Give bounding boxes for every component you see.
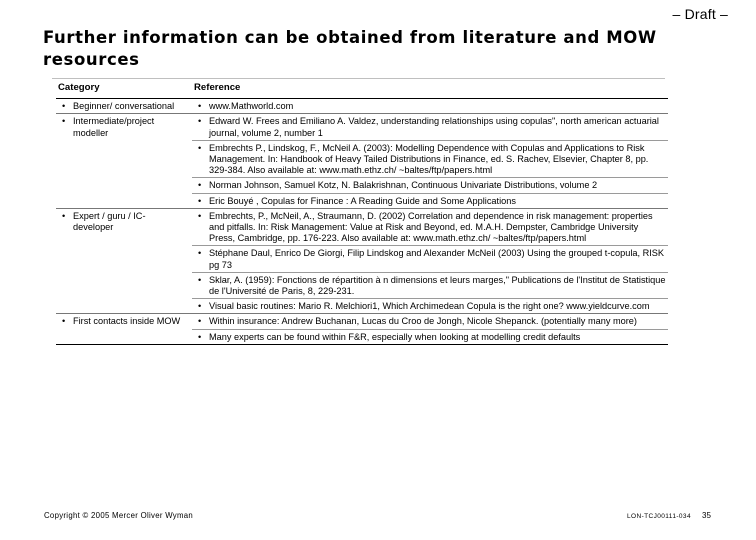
document-code: LON-TCJ00111-034	[627, 513, 691, 520]
reference-text: Embrechts P., Lindskog, F., McNeil A. (2003): Modelling Dependence with Copulas and Applications to Risk Management. In: Handbook of Heavy Tailed Distributions in Finance, ed. S. Rachev, Elsevier, Chapter 8, pp. 329-384. Also available at: www.math.ethz.ch/ ~baltes/ftp/papers.html	[209, 142, 649, 176]
category-cell	[56, 114, 192, 208]
reference-cell	[192, 114, 668, 140]
page-title: Further information can be obtained from literature and MOW resources	[43, 28, 657, 69]
reference-text: Many experts can be found within F&R, especially when looking at modelling credit defaults	[209, 331, 581, 342]
page-number: 35	[702, 511, 711, 520]
reference-cell	[192, 140, 668, 178]
category-header: Category	[56, 82, 192, 99]
draft-label: – Draft –	[672, 6, 728, 22]
reference-text: Visual basic routines: Mario R. Melchiori1, Which Archimedean Copula is the right one? www.yieldcurve.com	[209, 301, 650, 312]
category-label: Expert / guru / IC-developer	[73, 210, 146, 233]
table-row	[56, 99, 668, 114]
copyright-notice: Copyright © 2005 Mercer Oliver Wyman	[44, 511, 194, 520]
category-label: First contacts inside MOW	[73, 316, 181, 327]
reference-header: Reference	[192, 82, 668, 99]
bullet-icon: •	[198, 248, 202, 259]
reference-text: www.Mathworld.com	[209, 101, 294, 112]
bullet-icon: •	[198, 274, 202, 285]
bullet-icon: •	[198, 180, 202, 191]
bullet-icon: •	[198, 210, 202, 221]
bullet-icon: •	[198, 331, 202, 342]
reference-text: Sklar, A. (1959): Fonctions de répartition à n dimensions et leurs marges," Publications de l'Institut de Statistique de l'Université de Paris, 8, 229-231.	[209, 274, 666, 297]
table-row	[56, 114, 668, 140]
reference-cell	[192, 246, 668, 272]
bullet-icon: •	[62, 116, 66, 127]
bullet-icon: •	[198, 116, 202, 127]
reference-cell	[192, 272, 668, 298]
reference-table	[56, 82, 668, 345]
category-label: Intermediate/project modeller	[73, 116, 155, 138]
reference-cell	[192, 299, 668, 314]
reference-text: Embrechts, P., McNeil, A., Straumann, D. (2002) Correlation and dependence in risk management: properties and pitfalls. In: Risk Management: Value at Risk and Beyond, ed. M.A.H. Dempster, Cambridge University Press, Cambridge, pp. 176-223. Also available at: www.math.ethz.ch/ ~baltes/ftp/papers.html	[209, 210, 653, 244]
category-label: Beginner/ conversational	[73, 101, 175, 112]
category-cell	[56, 99, 192, 114]
table-row	[56, 208, 668, 246]
reference-text: Within insurance: Andrew Buchanan, Lucas du Croo de Jongh, Nicole Shepanck. (potentially many more)	[209, 316, 637, 327]
bullet-icon: •	[198, 316, 202, 327]
category-cell	[56, 208, 192, 314]
top-divider	[52, 78, 665, 79]
bullet-icon: •	[62, 210, 66, 221]
reference-cell	[192, 193, 668, 208]
reference-cell	[192, 99, 668, 114]
reference-text: Eric Bouyé , Copulas for Finance : A Reading Guide and Some Applications	[209, 195, 516, 206]
reference-cell	[192, 208, 668, 246]
bullet-icon: •	[62, 101, 66, 112]
bullet-icon: •	[198, 101, 202, 112]
category-cell	[56, 314, 192, 344]
reference-text: Stéphane Daul, Enrico De Giorgi, Filip Lindskog and Alexander McNeil (2003) Using the grouped t-copula, RISK pg 73	[209, 248, 665, 270]
bullet-icon: •	[198, 195, 202, 206]
bullet-icon: •	[62, 316, 66, 327]
table-row	[56, 314, 668, 329]
reference-text: Norman Johnson, Samuel Kotz, N. Balakrishnan, Continuous Univariate Distributions, volume 2	[209, 180, 598, 191]
reference-text: Edward W. Frees and Emiliano A. Valdez, understanding relationships using copulas", north american actuarial journal, volume 2, number 1	[209, 116, 659, 138]
reference-cell	[192, 329, 668, 344]
reference-cell	[192, 178, 668, 193]
bullet-icon: •	[198, 301, 202, 312]
table-header-row	[56, 82, 668, 99]
reference-cell	[192, 314, 668, 329]
bullet-icon: •	[198, 142, 202, 153]
